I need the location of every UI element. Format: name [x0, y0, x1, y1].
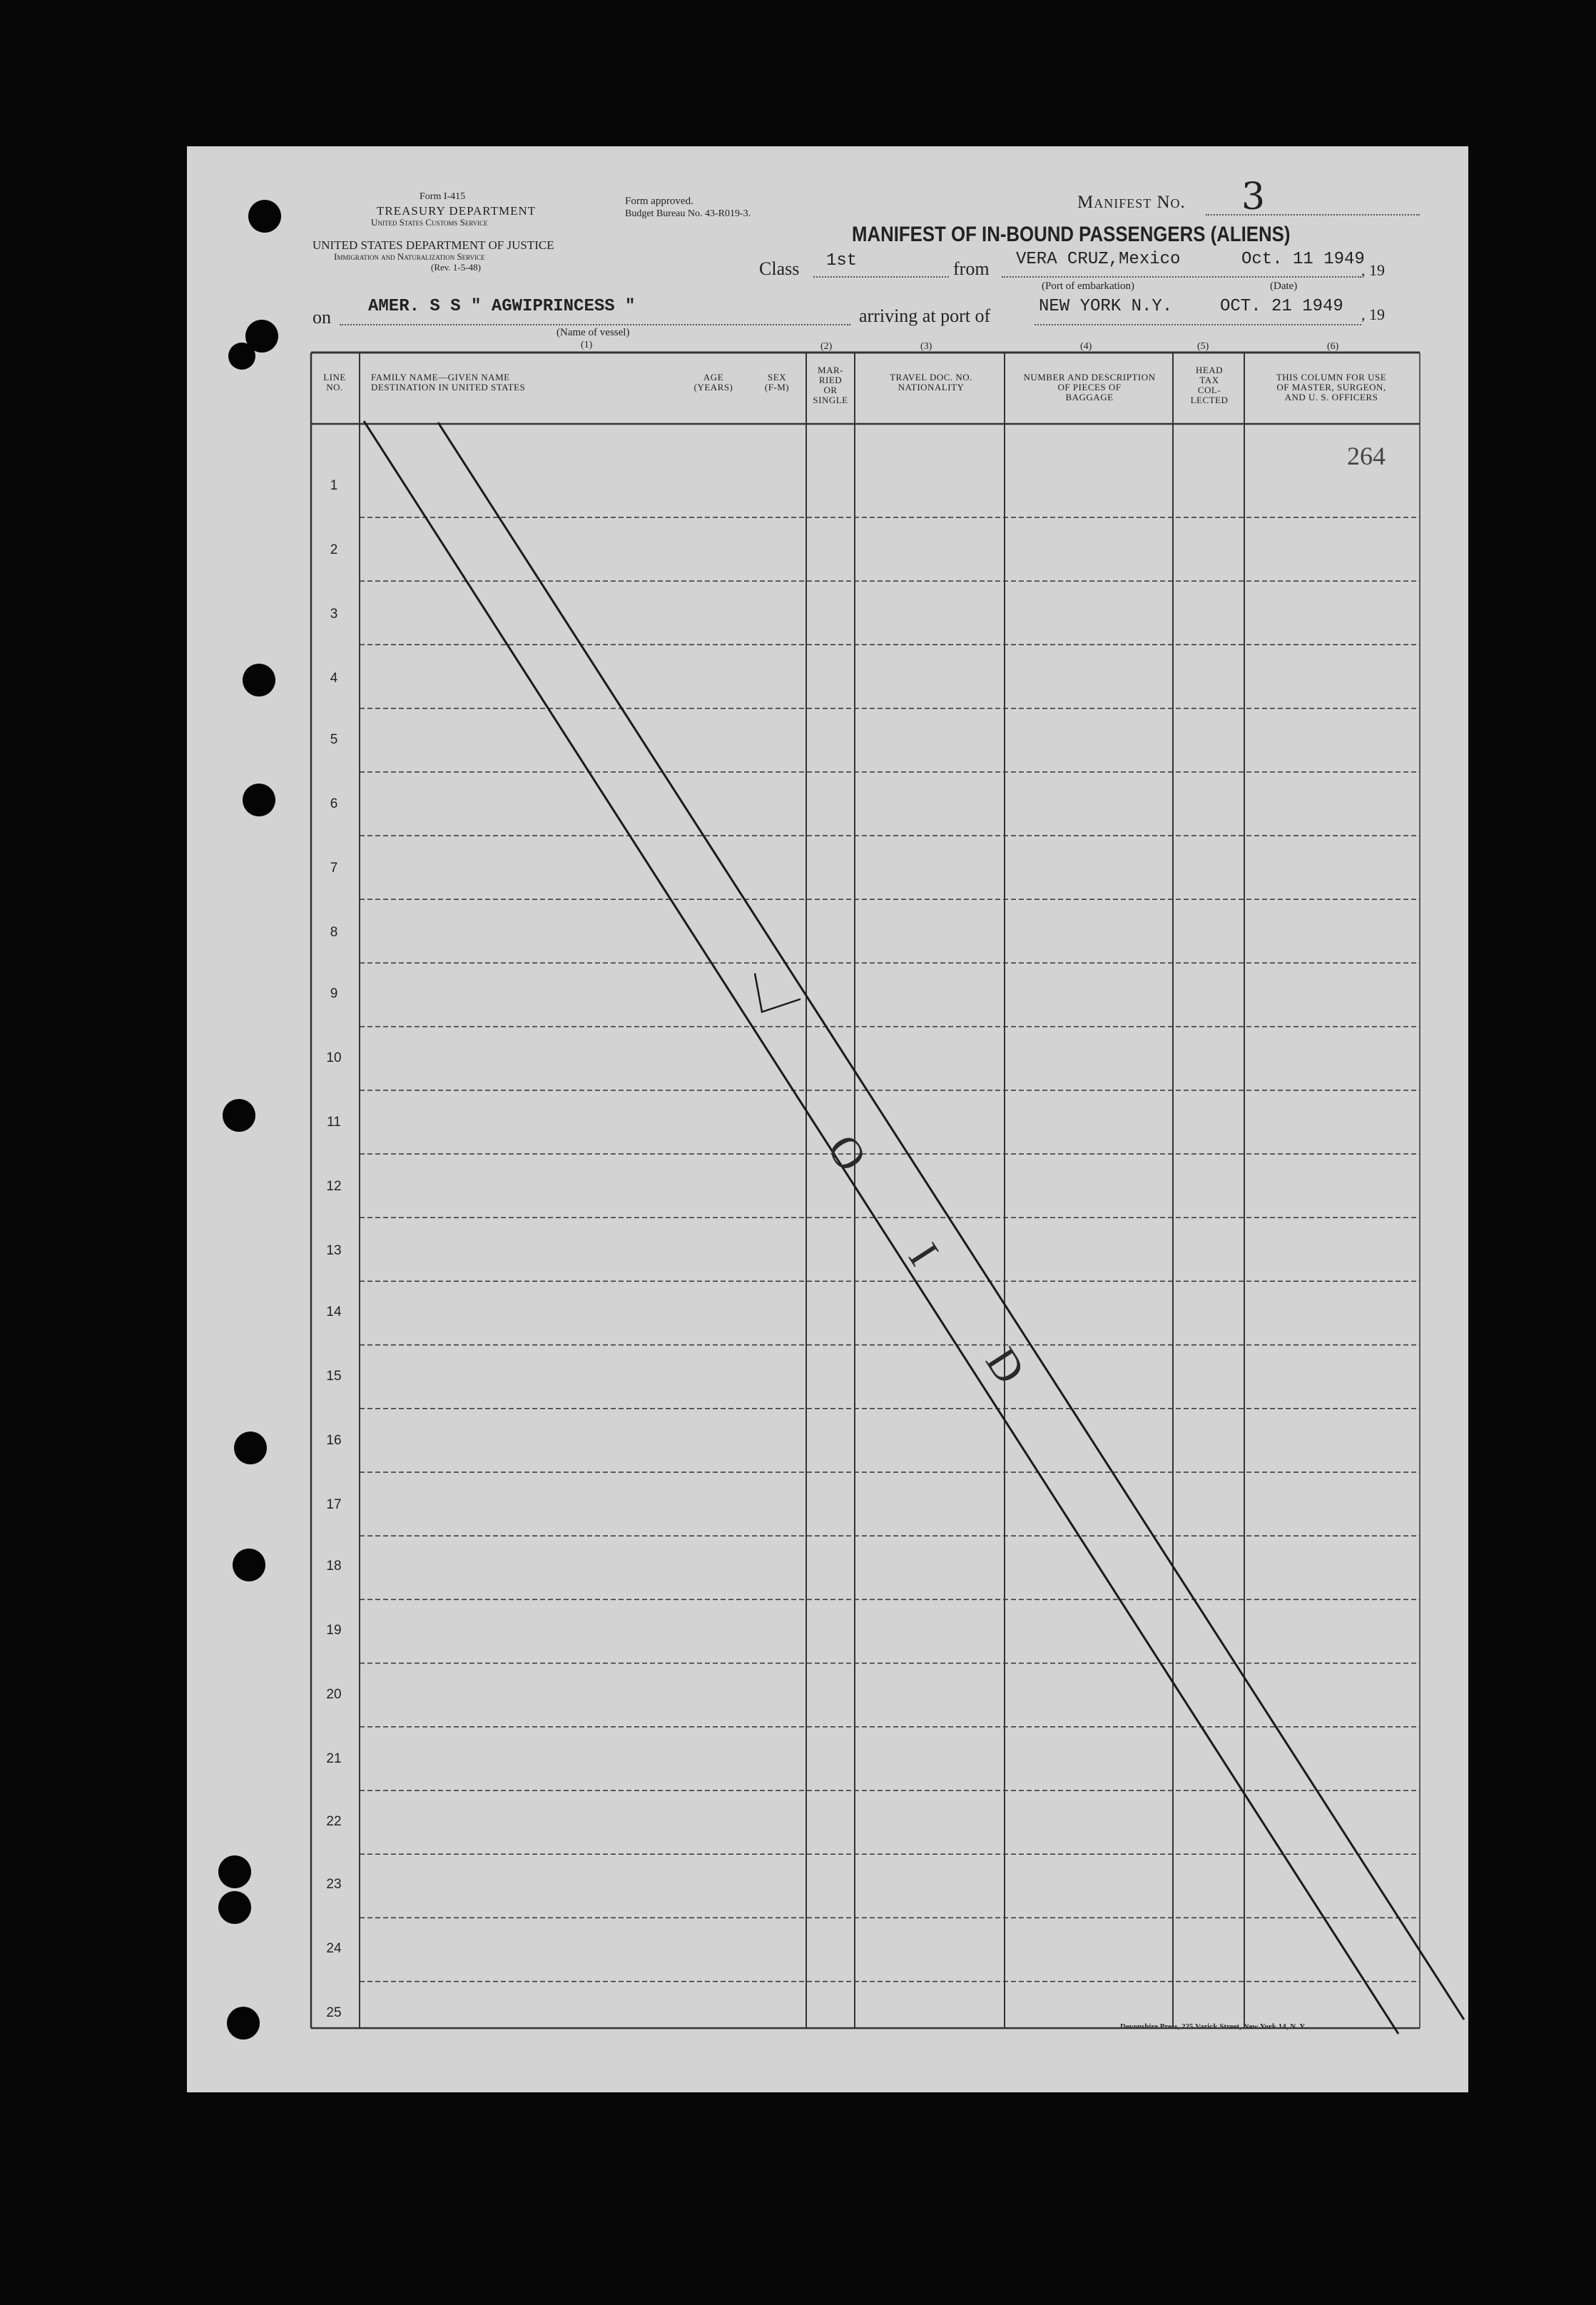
- punch-hole: [218, 1891, 251, 1924]
- customs-service: United States Customs Service: [371, 217, 488, 228]
- col-headtax-num: (5): [1197, 341, 1209, 352]
- from-label: from: [953, 258, 990, 279]
- col-travel: TRAVEL DOC. NO. NATIONALITY: [890, 372, 972, 392]
- from-port: VERA CRUZ,Mexico: [1016, 250, 1181, 269]
- line-number: 24: [326, 1941, 342, 1956]
- budget-bureau: Budget Bureau No. 43-R019-3.: [625, 208, 751, 219]
- manifest-no-label: Manifest No.: [1077, 193, 1186, 212]
- col-line-no: LINE NO.: [323, 372, 346, 392]
- line-number: 2: [330, 542, 338, 557]
- punch-hole: [234, 1432, 267, 1464]
- treasury-dept: TREASURY DEPARTMENT: [377, 204, 537, 218]
- date-caption: (Date): [1270, 280, 1298, 292]
- vessel-underline: [340, 324, 850, 325]
- arrival-date: OCT. 21 1949: [1220, 297, 1343, 316]
- vessel-name: AMER. S S " AGWIPRINCESS ": [368, 297, 636, 316]
- manifest-no-underline: [1206, 214, 1420, 216]
- punch-hole: [248, 200, 281, 233]
- line-number: 1: [330, 478, 338, 493]
- punch-hole: [223, 1099, 255, 1132]
- ins-service: Immigration and Naturalization Service: [334, 251, 485, 262]
- justice-dept: UNITED STATES DEPARTMENT OF JUSTICE: [312, 238, 554, 252]
- line-number: 9: [330, 986, 338, 1001]
- arrival-port: NEW YORK N.Y.: [1039, 297, 1173, 316]
- line-number: 18: [326, 1559, 342, 1574]
- class-label: Class: [759, 258, 800, 279]
- class-value: 1st: [826, 251, 858, 270]
- punch-hole: [233, 1549, 265, 1581]
- line-number: 15: [326, 1369, 342, 1384]
- line-number: 20: [326, 1687, 342, 1702]
- arriving-label: arriving at port of: [859, 305, 991, 326]
- col-officers-num: (6): [1327, 341, 1339, 352]
- page-number: 264: [1347, 442, 1386, 470]
- void-letter: D: [976, 1339, 1035, 1393]
- form-number: Form I-415: [420, 191, 466, 202]
- line-number: 19: [326, 1623, 342, 1638]
- line-number: 13: [326, 1243, 342, 1258]
- col-baggage-num: (4): [1080, 341, 1092, 352]
- form-approved: Form approved.: [625, 196, 693, 207]
- line-number: 7: [330, 861, 338, 876]
- line-number: 10: [326, 1050, 342, 1065]
- punch-hole: [243, 664, 275, 696]
- punch-hole: [227, 2007, 260, 2040]
- col-name: FAMILY NAME—GIVEN NAME DESTINATION IN UNITED STATES: [371, 372, 526, 392]
- line-number: 14: [326, 1305, 342, 1319]
- on-label: on: [312, 307, 331, 328]
- manifest-no-value: 3: [1241, 176, 1266, 218]
- line-number: 6: [330, 796, 338, 811]
- line-number: 11: [327, 1115, 341, 1130]
- form-revision: (Rev. 1-5-48): [431, 262, 481, 273]
- col-headtax: HEAD TAX COL- LECTED: [1190, 365, 1229, 405]
- punch-hole: [228, 343, 255, 370]
- manifest-page: [187, 146, 1468, 2092]
- col-sex: SEX (F-M): [764, 372, 790, 392]
- line-number: 21: [326, 1751, 342, 1766]
- col-baggage: NUMBER AND DESCRIPTION OF PIECES OF BAGGAGE: [1023, 372, 1156, 402]
- year-suffix-2: , 19: [1361, 305, 1385, 323]
- line-number: 3: [330, 607, 338, 622]
- col-married-num: (2): [820, 341, 833, 352]
- from-underline: [1002, 276, 1361, 278]
- col-age: AGE (YEARS): [693, 372, 733, 392]
- class-underline: [813, 276, 949, 278]
- vessel-col-no: (1): [581, 340, 593, 350]
- void-letter: O: [818, 1126, 876, 1180]
- col-travel-num: (3): [920, 341, 932, 352]
- printer-footer: Devonshire Press, 225 Varick Street, New York 14, N. Y.: [1120, 2022, 1306, 2031]
- line-number: 22: [326, 1814, 342, 1829]
- line-number: 12: [326, 1179, 342, 1194]
- line-number: 4: [330, 671, 338, 686]
- year-suffix-1: , 19: [1361, 261, 1385, 279]
- arrival-underline: [1035, 324, 1361, 325]
- vessel-caption: (Name of vessel): [556, 327, 630, 338]
- col-officers: THIS COLUMN FOR USE OF MASTER, SURGEON, AND U. S. OFFICERS: [1276, 372, 1387, 402]
- void-letter: I: [899, 1235, 948, 1274]
- page-title: MANIFEST OF IN-BOUND PASSENGERS (ALIENS): [852, 223, 1291, 246]
- port-caption: (Port of embarkation): [1042, 280, 1134, 292]
- line-number: 23: [326, 1877, 342, 1892]
- punch-hole: [218, 1855, 251, 1888]
- from-date: Oct. 11 1949: [1241, 250, 1365, 269]
- line-number: 8: [330, 925, 338, 940]
- line-number: 25: [326, 2005, 342, 2020]
- line-number: 17: [326, 1497, 342, 1512]
- punch-hole: [243, 784, 275, 816]
- col-married: MAR- RIED OR SINGLE: [813, 365, 848, 405]
- line-number: 5: [330, 732, 338, 747]
- line-number: 16: [326, 1433, 342, 1448]
